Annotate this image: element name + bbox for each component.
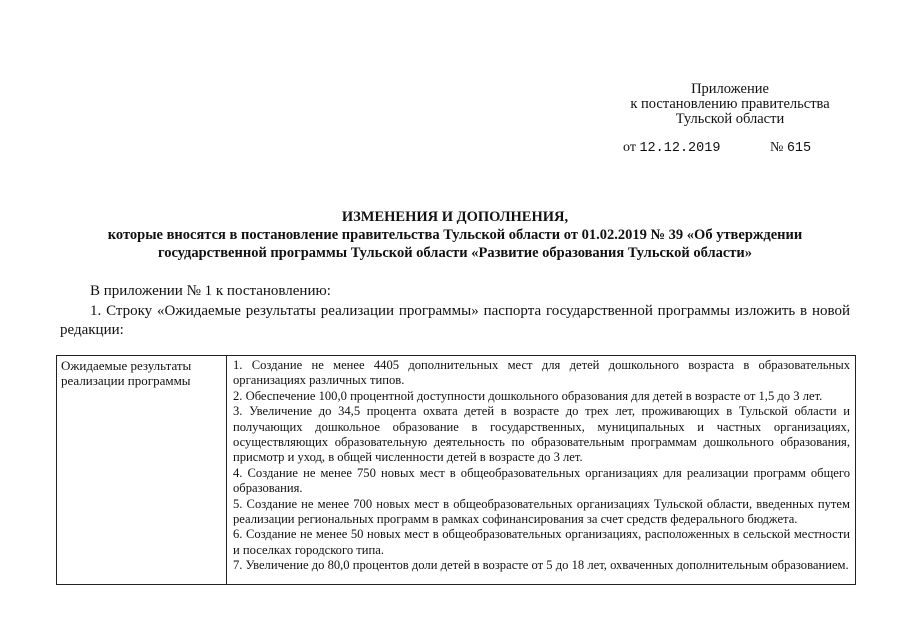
result-item: 4. Создание не менее 750 новых мест в общеобразовательных организациях для реализации программ общего образования. (233, 465, 850, 496)
appendix-header (600, 82, 860, 127)
result-item: 7. Увеличение до 80,0 процентов доли детей в возрасте от 5 до 18 лет, охваченных дополнительным образованием. (233, 558, 849, 573)
result-item: 2. Обеспечение 100,0 процентной доступности дошкольного образования для детей в возрасте от 1,5 до 3 лет. (233, 388, 823, 403)
table-label-cell: Ожидаемые результаты реализации программы (57, 356, 227, 584)
paragraph-intro: В приложении № 1 к постановлению: (90, 283, 331, 299)
title-heading: ИЗМЕНЕНИЯ И ДОПОЛНЕНИЯ, (341, 209, 569, 225)
date-prefix: от (623, 140, 636, 155)
result-item: 1. Создание не менее 4405 дополнительных мест для детей дошкольного возраста в образовательных организациях различных типов. (233, 358, 850, 388)
number-prefix: № (769, 140, 784, 155)
result-item: 6. Создание не менее 50 новых мест в общеобразовательных организациях, расположенных в сельской местности и поселках городского типа. (233, 527, 850, 557)
title-line-2: которые вносятся в постановление правительства Тульской области от 01.02.2019 № 39 «Об утверждении (107, 227, 803, 243)
result-item: 5. Создание не менее 700 новых мест в общеобразовательных организациях Тульской области, введенных путем реализации региональных программ в рамках софинансирования за счет средств федерального бюджета. (233, 496, 850, 527)
decree-number: 615 (786, 141, 812, 156)
table-content-cell (227, 356, 855, 584)
document-title (60, 208, 850, 262)
results-table (56, 355, 856, 585)
appendix-reference: к постановлению правительства (630, 96, 830, 112)
title-line-3: государственной программы Тульской области «Развитие образования Тульской области» (157, 245, 753, 261)
paragraph-item-1: 1. Строку «Ожидаемые результаты реализации программы» паспорта государственной программы изложить в новой редакции: (60, 303, 850, 338)
appendix-region: Тульской области (675, 111, 785, 127)
decree-date: 12.12.2019 (639, 141, 721, 156)
appendix-label: Приложение (691, 81, 769, 97)
decree-date-number (623, 140, 811, 156)
result-item: 3. Увеличение до 34,5 процента охвата детей в возрасте до трех лет, проживающих в Тульской области и получающих дошкольное образование в государственных, муниципальных и частных организациях, осуществляющих образовательную деятельность по образовательным программам дошкольного образования, присмотр и уход, в общей численности детей в возрасте до 3 лет. (233, 404, 850, 465)
